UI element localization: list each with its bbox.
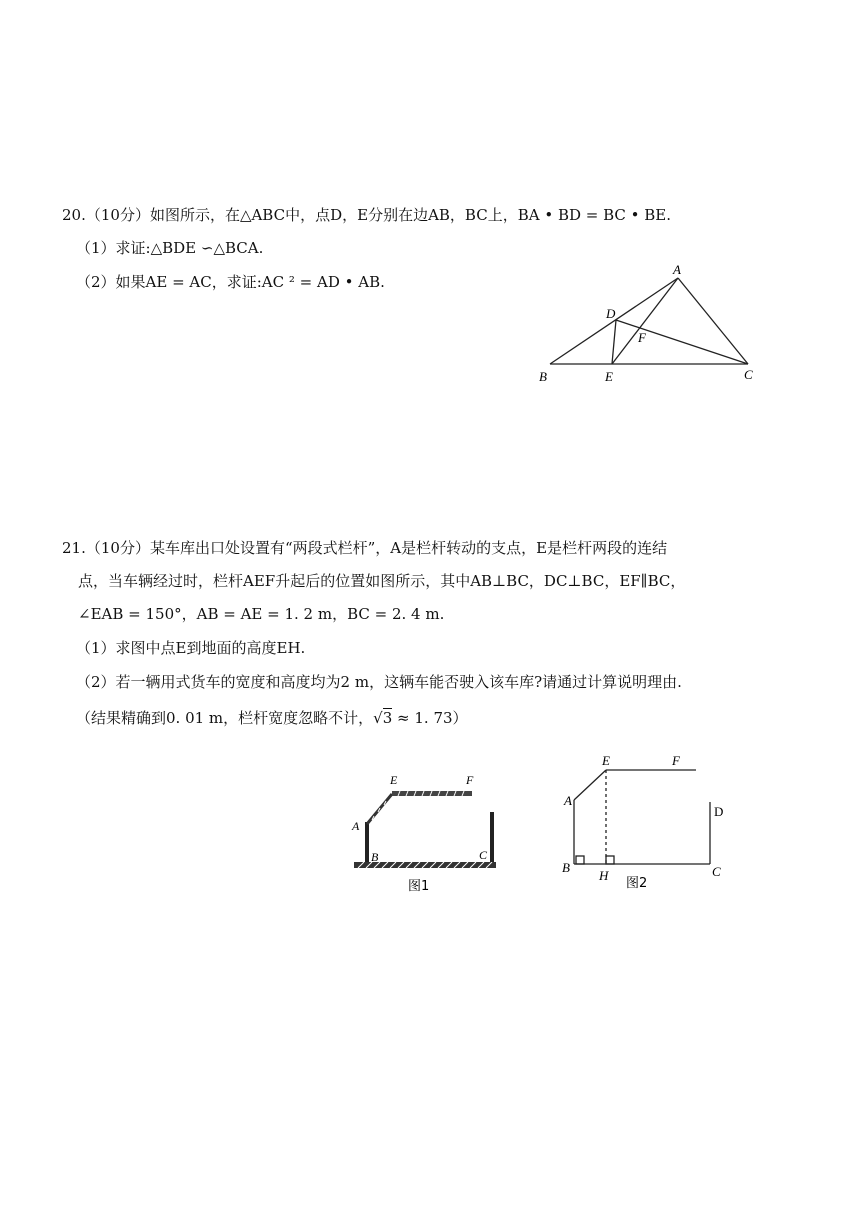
q21-note (76, 708, 468, 728)
note-prefix: （结果精确到0. 01 m，栏杆宽度忽略不计， (76, 709, 374, 727)
fig1-label-B: B (371, 850, 379, 864)
label-B: B (539, 369, 547, 384)
fig1-label-F: F (466, 773, 474, 787)
fig2-label-A: A (564, 793, 572, 808)
q21-line2: 点，当车辆经过时，栏杆AEF升起后的位置如图所示，其中AB⊥BC，DC⊥BC，EF∥BC， (78, 572, 686, 590)
fig2-label-F: F (672, 753, 680, 768)
q21-figure1 (348, 768, 503, 898)
fig2-label-C: C (712, 864, 721, 879)
q20-triangle-figure (530, 258, 770, 388)
q21-part2: （2）若一辆用式货车的宽度和高度均为2 m，这辆车能否驶入该车库?请通过计算说明理由. (76, 673, 682, 691)
q20-part1: （1）求证:△BDE ∽△BCA. (76, 239, 264, 257)
note-suffix: ≈ 1. 73） (392, 709, 468, 727)
fig1-label-C: C (479, 848, 488, 862)
label-E: E (605, 369, 613, 384)
label-A: A (673, 262, 681, 277)
label-C: C (744, 367, 753, 382)
fig2-label-B: B (562, 860, 570, 875)
q21-line1: 21.（10分）某车库出口处设置有“两段式栏杆”，A是栏杆转动的支点，E是栏杆两段的连结 (62, 539, 668, 557)
q21-figure2 (556, 750, 736, 895)
sqrt-sign: √ (373, 709, 383, 727)
fig2-label-H: H (599, 868, 609, 883)
fig1-caption: 图1 (408, 879, 430, 894)
label-F: F (638, 330, 646, 345)
fig1-label-E: E (390, 773, 398, 787)
fig2-label-E: E (602, 753, 610, 768)
q21-line3: ∠EAB = 150°，AB = AE = 1. 2 m，BC = 2. 4 m. (78, 605, 445, 623)
label-D: D (606, 306, 616, 321)
fig2-caption: 图2 (626, 876, 648, 891)
q20-header: 20.（10分）如图所示，在△ABC中，点D，E分别在边AB，BC上，BA • BD = BC • BE. (62, 206, 671, 224)
q20-part2: （2）如果AE = AC，求证:AC ² = AD • AB. (76, 273, 385, 291)
fig2-label-D: D (714, 804, 724, 819)
q21-part1: （1）求图中点E到地面的高度EH. (76, 639, 306, 657)
fig1-label-A: A (352, 819, 360, 833)
sqrt-radicand: 3 (382, 709, 393, 727)
